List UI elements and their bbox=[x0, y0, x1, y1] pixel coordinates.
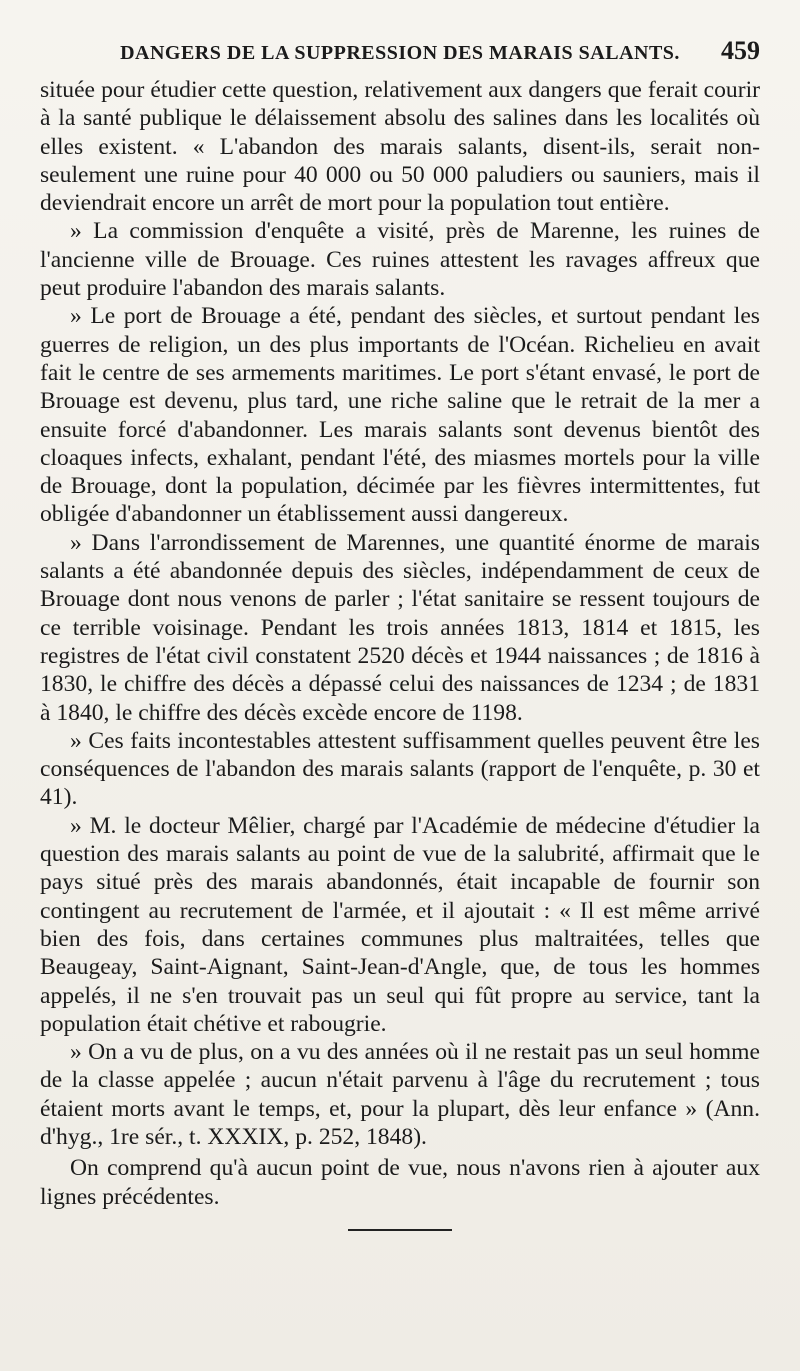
paragraph-6: » M. le docteur Mêlier, chargé par l'Académie de médecine d'étudier la question des marais salants au point de vue de la salubrité, affirmait que le pays situé près des marais abandonnés, était incapable de fournir son contingent au recrutement de l'armée, et il ajoutait : « Il est même arrivé bien des fois, dans certaines communes plus maltraitées, telles que Beaugeay, Saint-Aignant, Saint-Jean-d'Angle, que, de tous les hommes appelés, il ne s'en trouvait pas un seul qui fût propre au service, tant la population était chétive et rabougrie. bbox=[40, 812, 760, 1037]
page-number: 459 bbox=[721, 36, 760, 65]
paragraph-8: On comprend qu'à aucun point de vue, nous n'avons rien à ajouter aux lignes précédentes. bbox=[40, 1155, 760, 1210]
paragraph-5: » Ces faits incontestables attestent suffisamment quelles peuvent être les conséquences de l'abandon des marais salants (rapport de l'enquête, p. 30 et 41). bbox=[40, 727, 760, 811]
paragraph-1: située pour étudier cette question, relativement aux dangers que ferait courir à la santé publique le délaissement absolu des salines dans les localités où elles existent. « L'abandon des marais salants, disent-ils, serait non-seulement une ruine pour 40 000 ou 50 000 paludiers ou sauniers, mais il deviendrait encore un arrêt de mort pour la population tout entière. bbox=[40, 77, 760, 217]
body-text bbox=[40, 76, 760, 1211]
paragraph-3: » Le port de Brouage a été, pendant des siècles, et surtout pendant les guerres de religion, un des plus importants de l'Océan. Richelieu en avait fait le centre de ses armements maritimes. Le port s'étant envasé, le port de Brouage est devenu, plus tard, une riche saline que le retrait de la mer a ensuite forcé d'abandonner. Les marais salants sont devenus bientôt des cloaques infects, exhalant, pendant l'été, des miasmes mortels pour la ville de Brouage, dont la population, décimée par les fièvres intermittentes, fut obligée d'abandonner un établissement aussi dangereux. bbox=[40, 303, 760, 528]
paragraph-4: » Dans l'arrondissement de Marennes, une quantité énorme de marais salants a été abandonnée depuis des siècles, indépendamment de ceux de Brouage dont nous venons de parler ; l'état sanitaire se ressent toujours de ce terrible voisinage. Pendant les trois années 1813, 1814 et 1815, les registres de l'état civil constatent 2520 décès et 1944 naissances ; de 1816 à 1830, le chiffre des décès a dépassé celui des naissances de 1234 ; de 1831 à 1840, le chiffre des décès excède encore de 1198. bbox=[40, 529, 760, 726]
paragraph-7: » On a vu de plus, on a vu des années où il ne restait pas un seul homme de la classe appelée ; aucun n'était parvenu à l'âge du recrutement ; tous étaient morts avant le temps, et, pour la plupart, dès leur enfance » (Ann. d'hyg., 1re sér., t. XXXIX, p. 252, 1848). bbox=[40, 1039, 760, 1150]
end-rule bbox=[348, 1229, 452, 1231]
running-title: DANGERS DE LA SUPPRESSION DES MARAIS SALANTS. bbox=[120, 42, 680, 64]
page-header bbox=[40, 36, 760, 66]
paragraph-2: » La commission d'enquête a visité, près de Marenne, les ruines de l'ancienne ville de Brouage. Ces ruines attestent les ravages affreux que peut produire l'abandon des marais salants. bbox=[40, 218, 760, 302]
